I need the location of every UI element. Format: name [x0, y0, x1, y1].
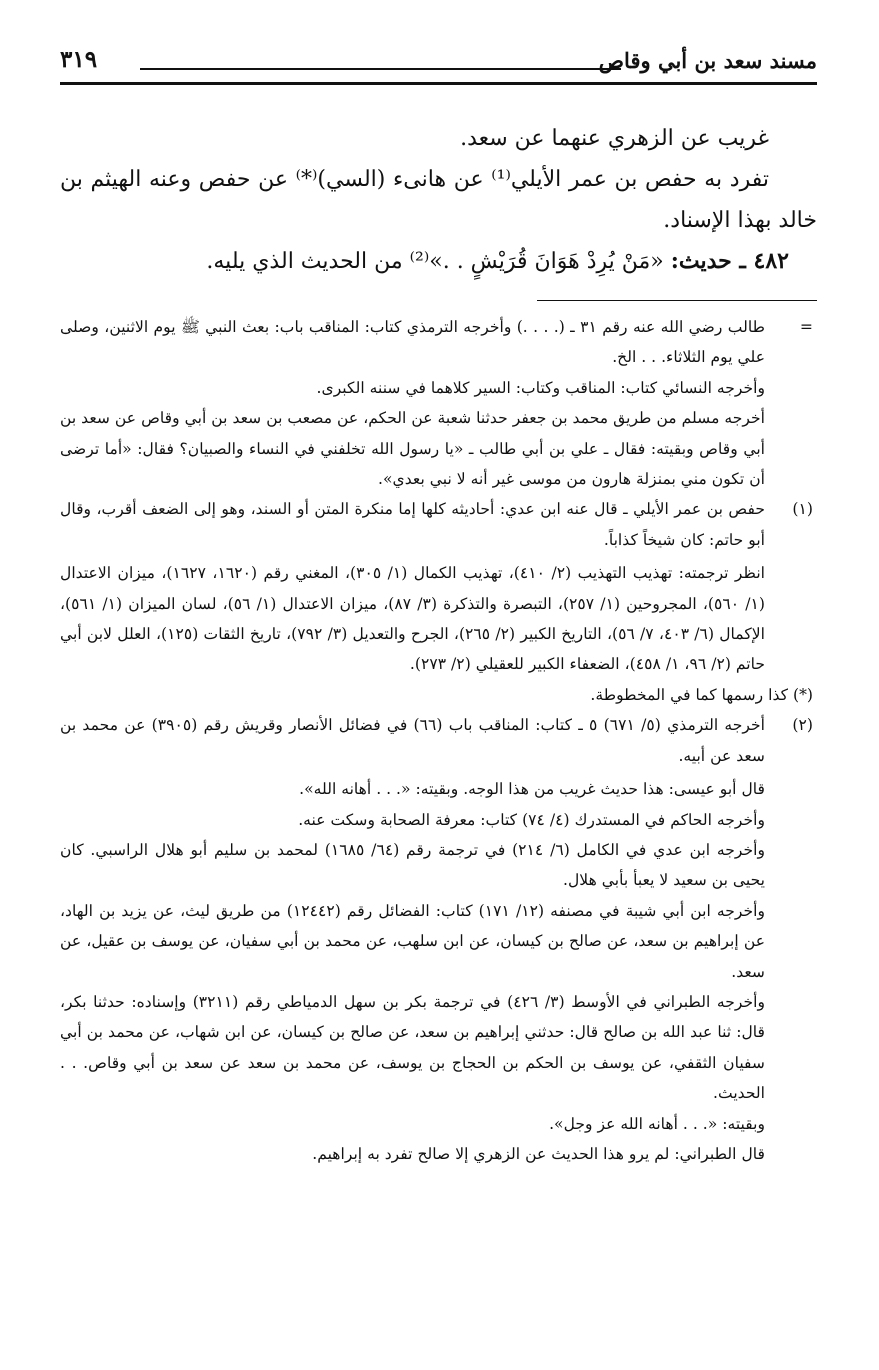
main-line: غريب عن الزهري عنهما عن سعد.: [460, 126, 769, 151]
hadith-text: «مَنْ يُرِدْ هَوَانَ قُرَيْشٍ . .»⁽²⁾ من الحديث الذي يليه.: [206, 249, 664, 274]
page-number: ٣١٩: [60, 46, 98, 73]
footnote-paragraph: أخرجه مسلم من طريق محمد بن جعفر حدثنا شعبة عن الحكم، عن مصعب بن سعد بن أبي وقاص عن سعد بن أبي وقاص وبقيته: فقال ـ علي بن أبي طالب ـ «يا رسول الله تخلفني في النساء والصبيان؟ فقال: «أما ترضى أن تكون مني بمنزلة هارون من موسى غير أنه لا نبي بعدي».: [60, 409, 765, 489]
footnotes: [60, 312, 813, 1169]
footnote-paragraph: حفص بن عمر الأيلي ـ قال عنه ابن عدي: أحاديثه كلها إما منكرة المتن أو السند، وهو إلى الضعف أقرب، وقال أبو حاتم: كان شيخاً كذاباً.: [60, 500, 765, 549]
hadith-entry: [60, 241, 817, 282]
header-line: [140, 68, 621, 70]
main-text: [60, 118, 817, 282]
footnote-separator: [537, 300, 817, 301]
footnote-paragraph: قال الطبراني: لم يرو هذا الحديث عن الزهري إلا صالح تفرد به إبراهيم.: [312, 1144, 765, 1163]
footnote-2: [60, 710, 813, 1169]
footnote-paragraph: وبقيته: «. . . أهانه الله عز وجل».: [549, 1114, 765, 1133]
hadith-number: ٤٨٢ ـ حديث:: [670, 248, 789, 274]
footnote-paragraph: قال أبو عيسى: هذا حديث غريب من هذا الوجه. وبقيته: «. . . أهانه الله».: [299, 780, 765, 799]
footnote-paragraph: وأخرجه الحاكم في المستدرك (٤/ ٧٤) كتاب: معرفة الصحابة وسكت عنه.: [298, 810, 765, 829]
book-title: مسند سعد بن أبي وقاص: [598, 48, 817, 73]
footnote-paragraph: وأخرجه ابن أبي شيبة في مصنفه (١٢/ ١٧١) كتاب: الفضائل رقم (١٢٤٤٢) من طريق ليث، عن يزيد بن الهاد، عن إبراهيم بن سعد، عن صالح بن كيسان، عن ابن سلهب، عن محمد بن أبي سفيان، عن يوسف بن عقيل، عن سعد.: [60, 901, 765, 981]
footnote-paragraph: وأخرجه النسائي كتاب: المناقب وكتاب: السير كلاهما في سننه الكبرى.: [316, 378, 765, 397]
header-rule: [60, 82, 817, 85]
footnote-marker: (١): [792, 500, 813, 519]
footnote-paragraph: وأخرجه ابن عدي في الكامل (٦/ ٢١٤) في ترجمة رقم (٦٤/ ١٦٨٥) لمحمد بن سليم أبو هلال الراسبي. كان يحيى بن سعيد لا يعبأ بأبي هلال.: [60, 840, 765, 890]
footnote-paragraph: وأخرجه الطبراني في الأوسط (٣/ ٤٢٦) في ترجمة بكر بن سهل الدمياطي رقم (٣٢١١) وإسناده: حدثنا بكر، قال: ثنا عبد الله بن صالح قال: حدثني إبراهيم بن سعد، عن صالح بن كيسان، عن ابن شهاب، عن محمد بن أبي سفيان الثقفي، عن يوسف بن الحكم بن الحجاج بن يوسف، عن محمد بن سعد عن سعد بن أبي وقاص. . . الحديث.: [60, 992, 765, 1103]
footnote-marker: (٢): [792, 716, 813, 735]
footnote-paragraph: انظر ترجمته: تهذيب التهذيب (٢/ ٤١٠)، تهذيب الكمال (١/ ٣٠٥)، المغني رقم (١٦٢٠، ١٦٢٧)، ميزان الاعتدال (١/ ٥٦٠)، المجروحين (١/ ٢٥٧)، التبصرة والتذكرة (٣/ ٨٧)، ميزان الاعتدال (١/ ٥٦)، لسان الميزان (١/ ٥٦١)، الإكمال (٦/ ٤٠٣، ٧/ ٥٦)، التاريخ الكبير (٢/ ٢٦٥)، الجرح والتعديل (٣/ ٧٩٢)، تاريخ الثقات (١٢٥)، العلل لابن أبي حاتم (٢/ ٩٦، ١/ ٤٥٨)، الضعفاء الكبير للعقيلي (٢/ ٢٧٣).: [60, 564, 765, 674]
footnote-1: [60, 494, 813, 679]
footnote-continued: [60, 312, 813, 494]
main-paragraph: تفرد به حفص بن عمر الأيلي⁽¹⁾ عن هانىء (السي)⁽*⁾ عن حفص وعنه الهيثم بن خالد بهذا الإسناد.: [60, 167, 817, 233]
footnote-marker: =: [799, 318, 813, 336]
footnote-star: (*) كذا رسمها كما في المخطوطة.: [590, 685, 813, 704]
footnote-paragraph: أخرجه الترمذي (٥/ ٦٧١) ٥ ـ كتاب: المناقب باب (٦٦) في فضائل الأنصار وقريش رقم (٣٩٠٥) عن محمد بن سعد عن أبيه.: [60, 716, 765, 765]
running-header: [60, 46, 817, 76]
footnote-paragraph: طالب رضي الله عنه رقم ٣١ ـ (. . . .) وأخرجه الترمذي كتاب: المناقب باب: بعث النبي ﷺ يوم الاثنين، وصلى علي يوم الثلاثاء. . . الخ.: [60, 318, 765, 367]
